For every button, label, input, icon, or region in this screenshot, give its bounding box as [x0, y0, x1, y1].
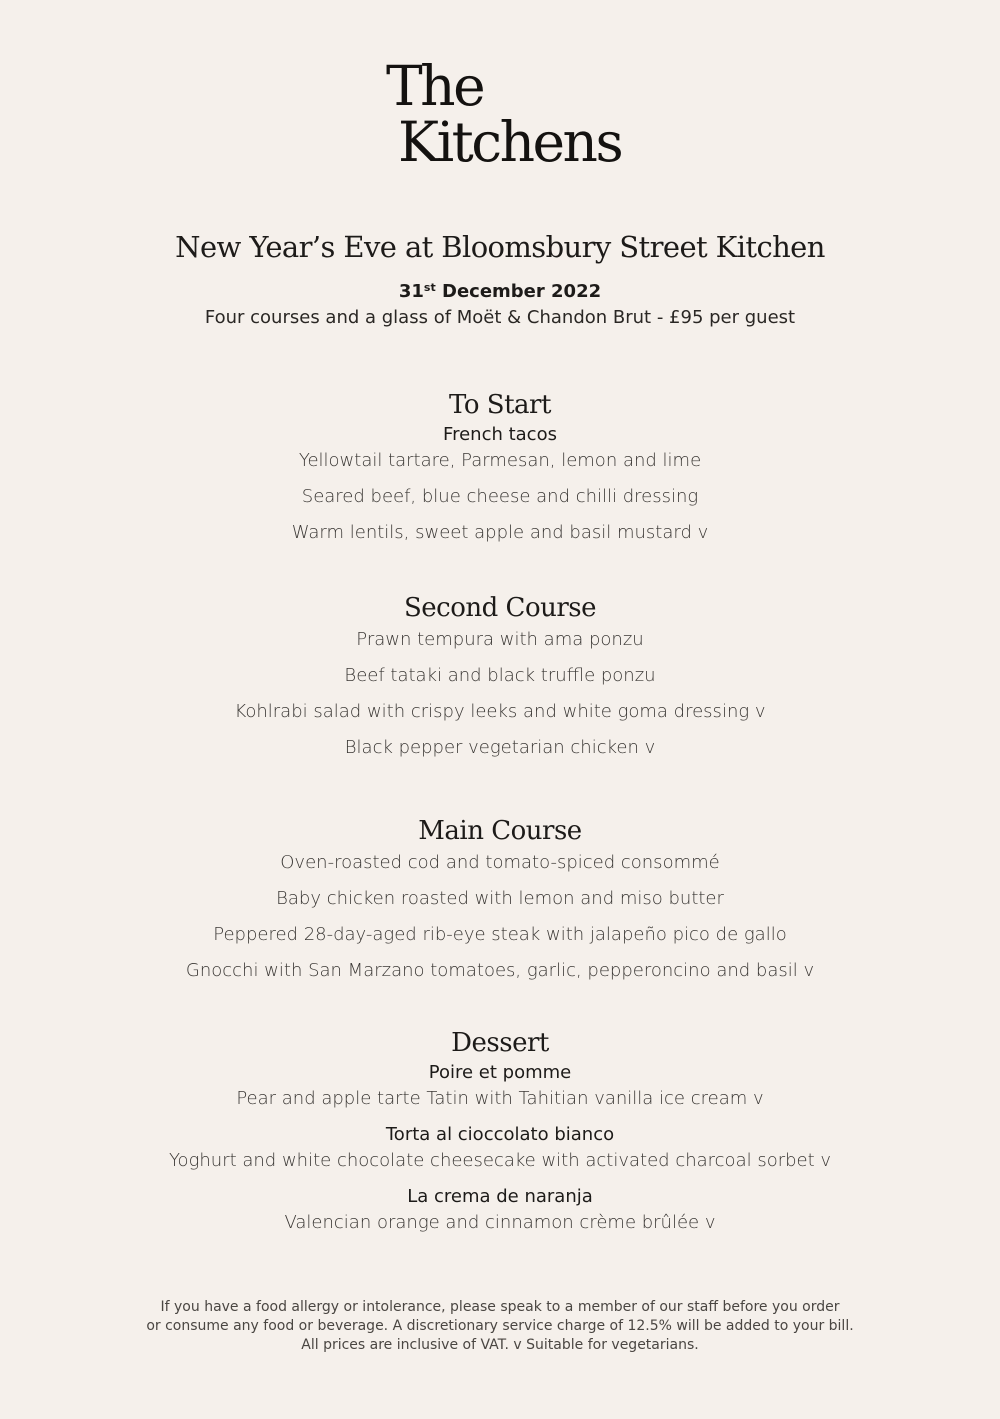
- page-title: New Year’s Eve at Bloomsbury Street Kitchen: [175, 230, 825, 264]
- date-rest: December 2022: [435, 281, 602, 302]
- dish-subtitle: French tacos: [443, 424, 557, 445]
- dessert-name: Poire et pomme: [428, 1062, 572, 1083]
- footer-line: All prices are inclusive of VAT. v Suitable for vegetarians.: [301, 1337, 699, 1353]
- date-suffix: st: [423, 281, 436, 294]
- footer-line: or consume any food or beverage. A discretionary service charge of 12.5% will be added to your bill.: [146, 1318, 854, 1334]
- section-heading: Dessert: [451, 1028, 549, 1058]
- section-main-course: [0, 814, 1000, 984]
- menu-item: Seared beef, blue cheese and chilli dressing: [301, 486, 699, 507]
- dessert-description: Valencian orange and cinnamon crème brûlée v: [284, 1212, 716, 1233]
- logo-line-1: The: [386, 54, 484, 118]
- menu-item: Baby chicken roasted with lemon and miso butter: [276, 888, 724, 909]
- dessert-description: Yoghurt and white chocolate cheesecake with activated charcoal sorbet v: [168, 1150, 832, 1171]
- event-date: [0, 281, 1000, 302]
- section-second-course: [0, 591, 1000, 761]
- date-day: 31: [398, 281, 424, 302]
- menu-item: Gnocchi with San Marzano tomatoes, garlic, pepperoncino and basil v: [185, 960, 815, 981]
- section-heading: To Start: [449, 390, 551, 420]
- menu-item: Kohlrabi salad with crispy leeks and white goma dressing v: [234, 701, 766, 722]
- menu-item: Yellowtail tartare, Parmesan, lemon and lime: [298, 450, 702, 471]
- menu-item: Oven-roasted cod and tomato-spiced consommé: [280, 852, 720, 873]
- menu-item: Beef tataki and black truffle ponzu: [344, 665, 656, 686]
- allergy-footer: [0, 1298, 1000, 1355]
- menu-item: Prawn tempura with ama ponzu: [356, 629, 644, 650]
- section-to-start: [0, 388, 1000, 546]
- logo-line-2: Kitchens: [398, 110, 622, 174]
- menu-item: Black pepper vegetarian chicken v: [344, 737, 656, 758]
- menu-item: Peppered 28-day-aged rib-eye steak with jalapeño pico de gallo: [213, 924, 787, 945]
- dessert-name: Torta al cioccolato bianco: [385, 1124, 615, 1145]
- dessert-description: Pear and apple tarte Tatin with Tahitian vanilla ice cream v: [236, 1088, 764, 1109]
- menu-item: Warm lentils, sweet apple and basil mustard v: [291, 522, 709, 543]
- section-dessert: [0, 1026, 1000, 1236]
- section-heading: Second Course: [403, 593, 597, 623]
- logo: [386, 54, 622, 174]
- footer-line: If you have a food allergy or intolerance, please speak to a member of our staff before you order: [160, 1299, 840, 1315]
- offer-text: Four courses and a glass of Moët & Chandon Brut - £95 per guest: [204, 307, 796, 328]
- dessert-name: La crema de naranja: [407, 1186, 593, 1207]
- section-heading: Main Course: [418, 816, 582, 846]
